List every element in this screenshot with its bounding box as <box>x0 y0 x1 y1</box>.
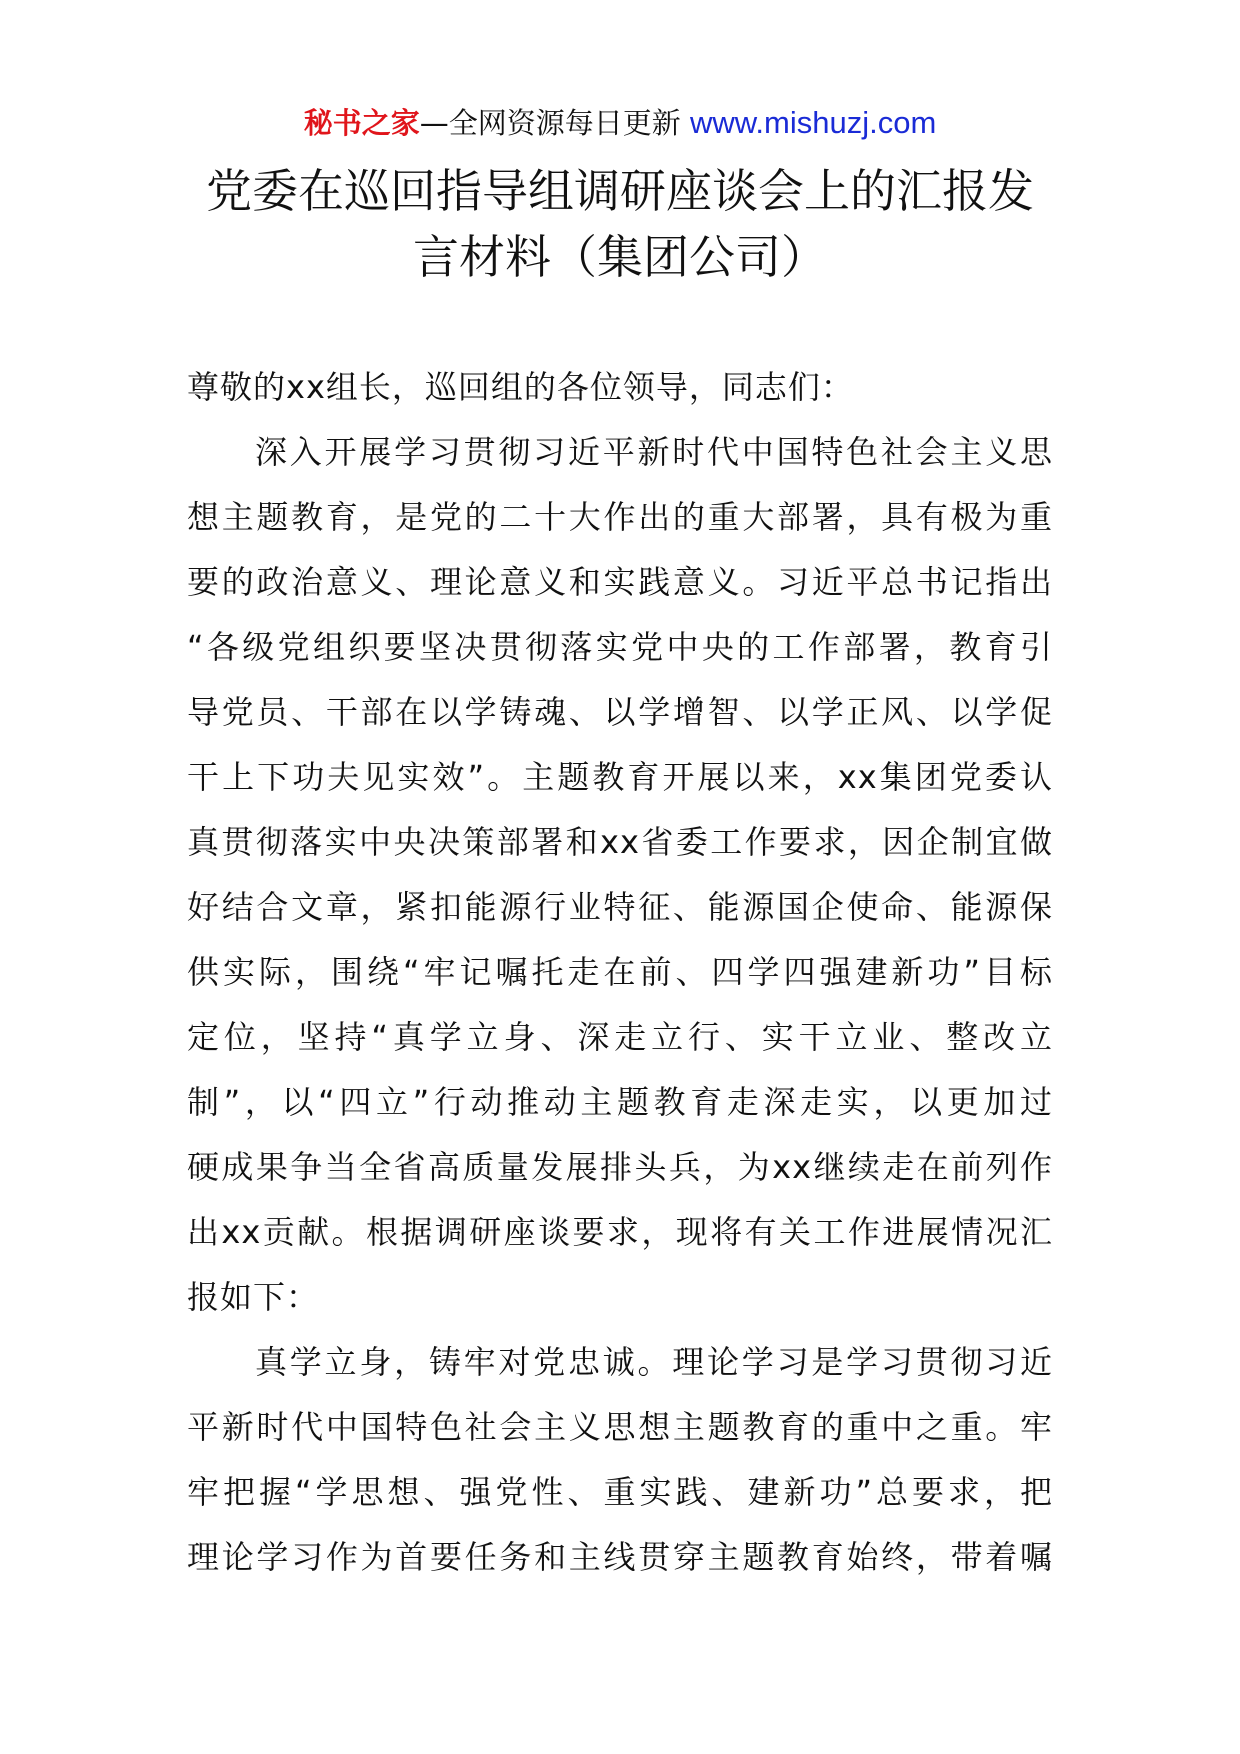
title-line-2: 言材料（集团公司） <box>413 230 827 284</box>
paragraph-line: 干上下功夫见实效”。主题教育开展以来，xx集团党委认 <box>187 758 1053 796</box>
paragraph-line: 供实际，围绕“牢记嘱托走在前、四学四强建新功”目标 <box>187 953 1053 991</box>
watermark-url[interactable]: www.mishuzj.com <box>689 105 937 140</box>
document-body <box>187 355 1053 1590</box>
paragraph-line: “各级党组织要坚决贯彻落实党中央的工作部署，教育引 <box>187 628 1053 666</box>
salutation-line: 尊敬的xx组长，巡回组的各位领导，同志们： <box>187 368 854 406</box>
paragraph-line: 理论学习作为首要任务和主线贯穿主题教育始终，带着嘱 <box>187 1538 1053 1576</box>
paragraph-line: 要的政治意义、理论意义和实践意义。习近平总书记指出 <box>187 563 1053 601</box>
paragraph-line: 好结合文章，紧扣能源行业特征、能源国企使命、能源保 <box>187 888 1053 926</box>
watermark-header <box>0 103 1240 143</box>
paragraph-line: 真贯彻落实中央决策部署和xx省委工作要求，因企制宜做 <box>187 823 1053 861</box>
title-line-1: 党委在巡回指导组调研座谈会上的汇报发 <box>206 164 1034 218</box>
paragraph-line: 硬成果争当全省高质量发展排头兵，为xx继续走在前列作 <box>187 1148 1053 1186</box>
paragraph-line: 真学立身，铸牢对党忠诚。理论学习是学习贯彻习近 <box>255 1343 1053 1381</box>
document-title <box>180 158 1060 290</box>
paragraph-line: 深入开展学习贯彻习近平新时代中国特色社会主义思 <box>255 433 1053 471</box>
paragraph-line: 出xx贡献。根据调研座谈要求，现将有关工作进展情况汇 <box>187 1213 1053 1251</box>
watermark-brand: 秘书之家 <box>303 106 420 140</box>
paragraph-line: 制”，以“四立”行动推动主题教育走深走实，以更加过 <box>187 1083 1053 1121</box>
paragraph-line: 想主题教育，是党的二十大作出的重大部署，具有极为重 <box>187 498 1053 536</box>
paragraph-line: 平新时代中国特色社会主义思想主题教育的重中之重。牢 <box>187 1408 1053 1446</box>
paragraph-line: 导党员、干部在以学铸魂、以学增智、以学正风、以学促 <box>187 693 1053 731</box>
watermark-text: —全网资源每日更新 <box>419 106 690 140</box>
paragraph-line: 定位，坚持“真学立身、深走立行、实干立业、整改立 <box>187 1018 1053 1056</box>
paragraph-line: 报如下： <box>187 1278 320 1316</box>
paragraph-line: 牢把握“学思想、强党性、重实践、建新功”总要求，把 <box>187 1473 1053 1511</box>
